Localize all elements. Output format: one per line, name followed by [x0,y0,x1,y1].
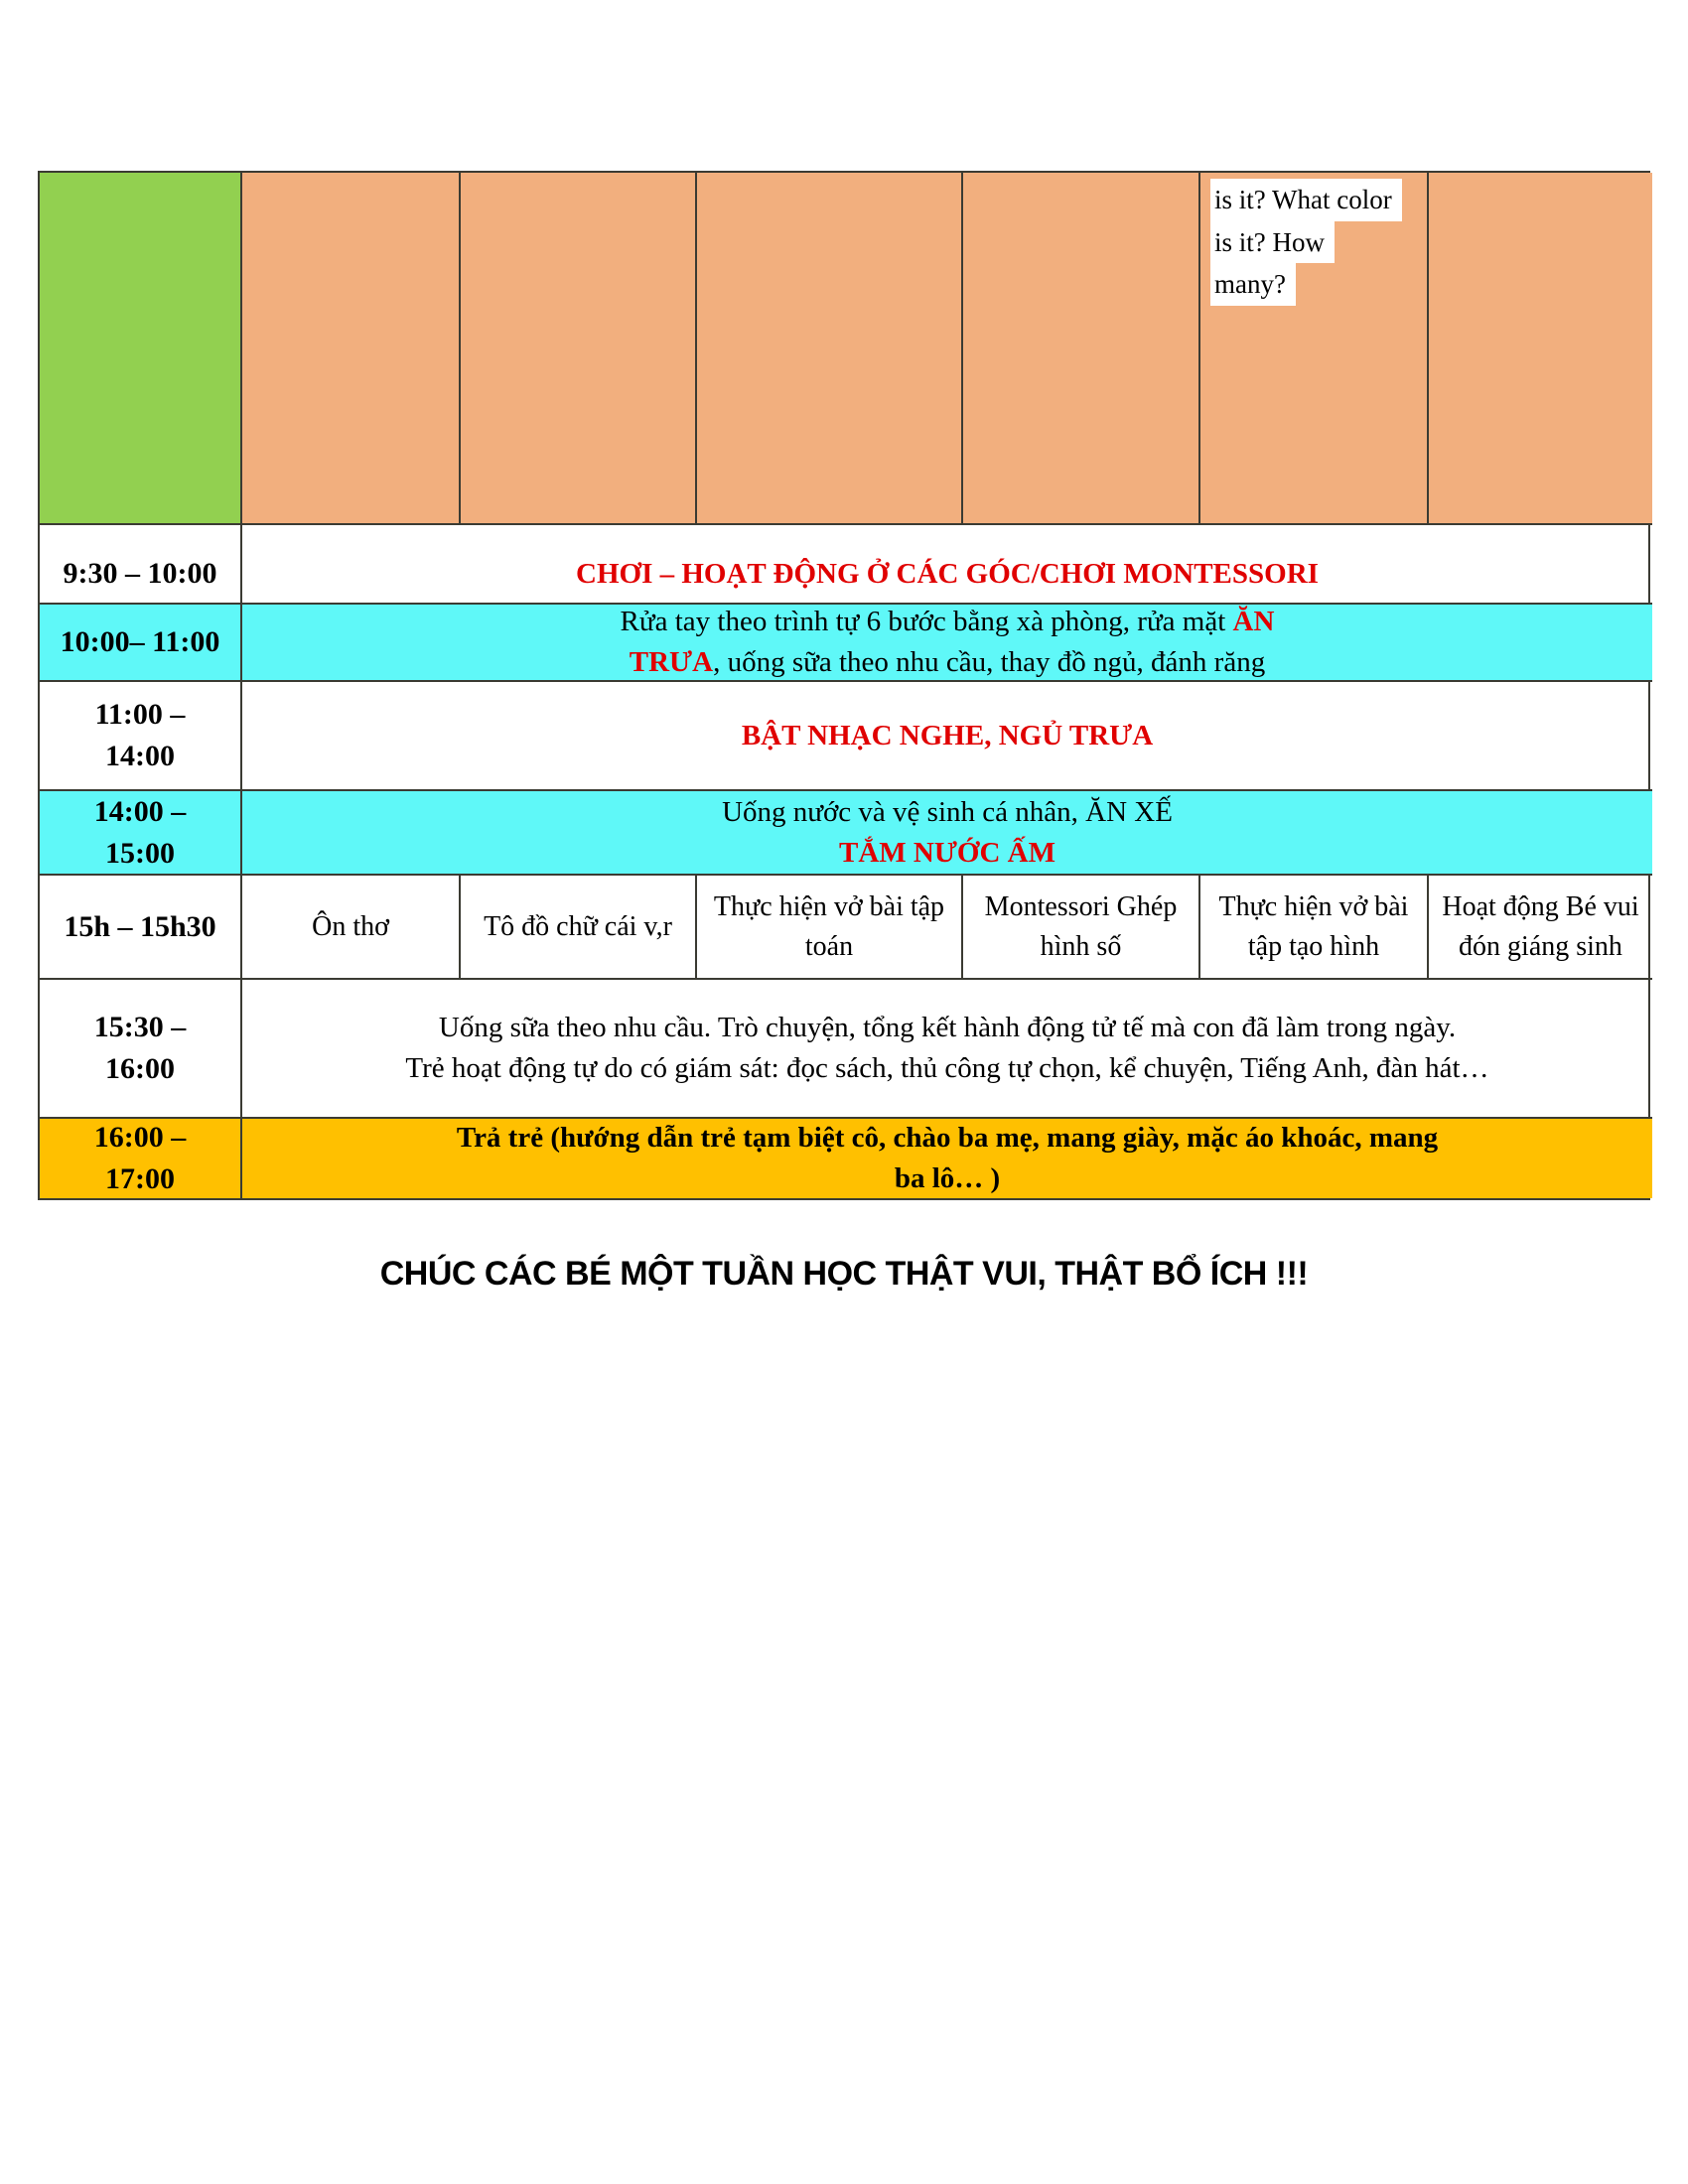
time-cell-15h: 15h – 15h30 [40,876,242,980]
day-cell-4 [963,173,1200,525]
header-time-cell [40,173,242,525]
activity-text: , uống sữa theo nhu cầu, thay đồ ngủ, đánh răng [713,646,1266,678]
time-text: 15:30 – [93,1011,187,1043]
english-note-line [1210,179,1402,221]
time-text: 17:00 [105,1162,175,1195]
english-note-text: is it? How [1210,221,1335,264]
english-note-text: many? [1210,263,1296,306]
activity-line: Trả trẻ (hướng dẫn trẻ tạm biệt cô, chào ba mẹ, mang giày, mặc áo khoác, mang [456,1122,1439,1155]
lesson-cell-on-tho: Ôn thơ [242,876,461,980]
day-cell-2 [461,173,697,525]
time-text: 14:00 [105,740,175,772]
time-text: 14:00 – [93,794,187,828]
activity-an-xe-tam [242,791,1652,876]
time-cell-1100 [40,682,242,791]
weekly-schedule-table [38,171,1650,1200]
lesson-cell-tao-hinh: Thực hiện vở bài tập tạo hình [1200,876,1429,980]
activity-text-red: TRƯA [629,646,714,678]
activity-line [621,605,1275,642]
lesson-cell-to-do-chu-cai: Tô đồ chữ cái v,r [461,876,697,980]
activity-tra-tre [242,1119,1652,1198]
activity-line: Uống sữa theo nhu cầu. Trò chuyện, tổng kết hành động tử tế mà con đã làm trong ngày. [438,1012,1457,1044]
lesson-cell-montessori: Montessori Ghép hình số [963,876,1200,980]
time-cell-1600 [40,1119,242,1198]
lesson-cell-giang-sinh: Hoạt động Bé vui đón giáng sinh [1429,876,1652,980]
time-text: 16:00 – [93,1121,187,1154]
activity-line: Uống nước và vệ sinh cá nhân, ĂN XẾ [722,795,1173,828]
activity-line [630,642,1265,682]
activity-line-red: TẮM NƯỚC ẤM [839,836,1055,869]
time-text: 15:00 [105,836,175,870]
time-cell-1400 [40,791,242,876]
closing-message: CHÚC CÁC BÉ MỘT TUẦN HỌC THẬT VUI, THẬT BỔ ÍCH !!! [379,1255,1309,1293]
time-cell-930: 9:30 – 10:00 [40,525,242,605]
activity-line: Trẻ hoạt động tự do có giám sát: đọc sách, thủ công tự chọn, kể chuyện, Tiếng Anh, đàn hát… [405,1052,1489,1084]
activity-text: Rửa tay theo trình tự 6 bước bằng xà phòng, rửa mặt [620,606,1233,638]
activity-text-red: ĂN [1232,606,1275,638]
activity-choi-goc: CHƠI – HOẠT ĐỘNG Ở CÁC GÓC/CHƠI MONTESSORI [242,525,1652,605]
activity-rua-tay-an-trua [242,605,1652,682]
time-text: 16:00 [105,1052,175,1085]
day-cell-3 [697,173,963,525]
english-note-text: is it? What color [1210,179,1402,221]
activity-uong-sua-tro-chuyen [242,980,1652,1119]
lesson-cell-vo-bai-tap-toan: Thực hiện vở bài tập toán [697,876,963,980]
activity-line: ba lô… ) [894,1162,1001,1194]
time-cell-1530 [40,980,242,1119]
day-cell-1 [242,173,461,525]
time-text: 11:00 – [94,698,186,731]
day-cell-5-english-note [1200,173,1429,525]
english-note-line [1210,221,1335,264]
activity-ngu-trua: BẬT NHẠC NGHE, NGỦ TRƯA [242,682,1652,791]
day-cell-6 [1429,173,1652,525]
time-cell-1000: 10:00– 11:00 [40,605,242,682]
english-note-line [1210,263,1296,306]
